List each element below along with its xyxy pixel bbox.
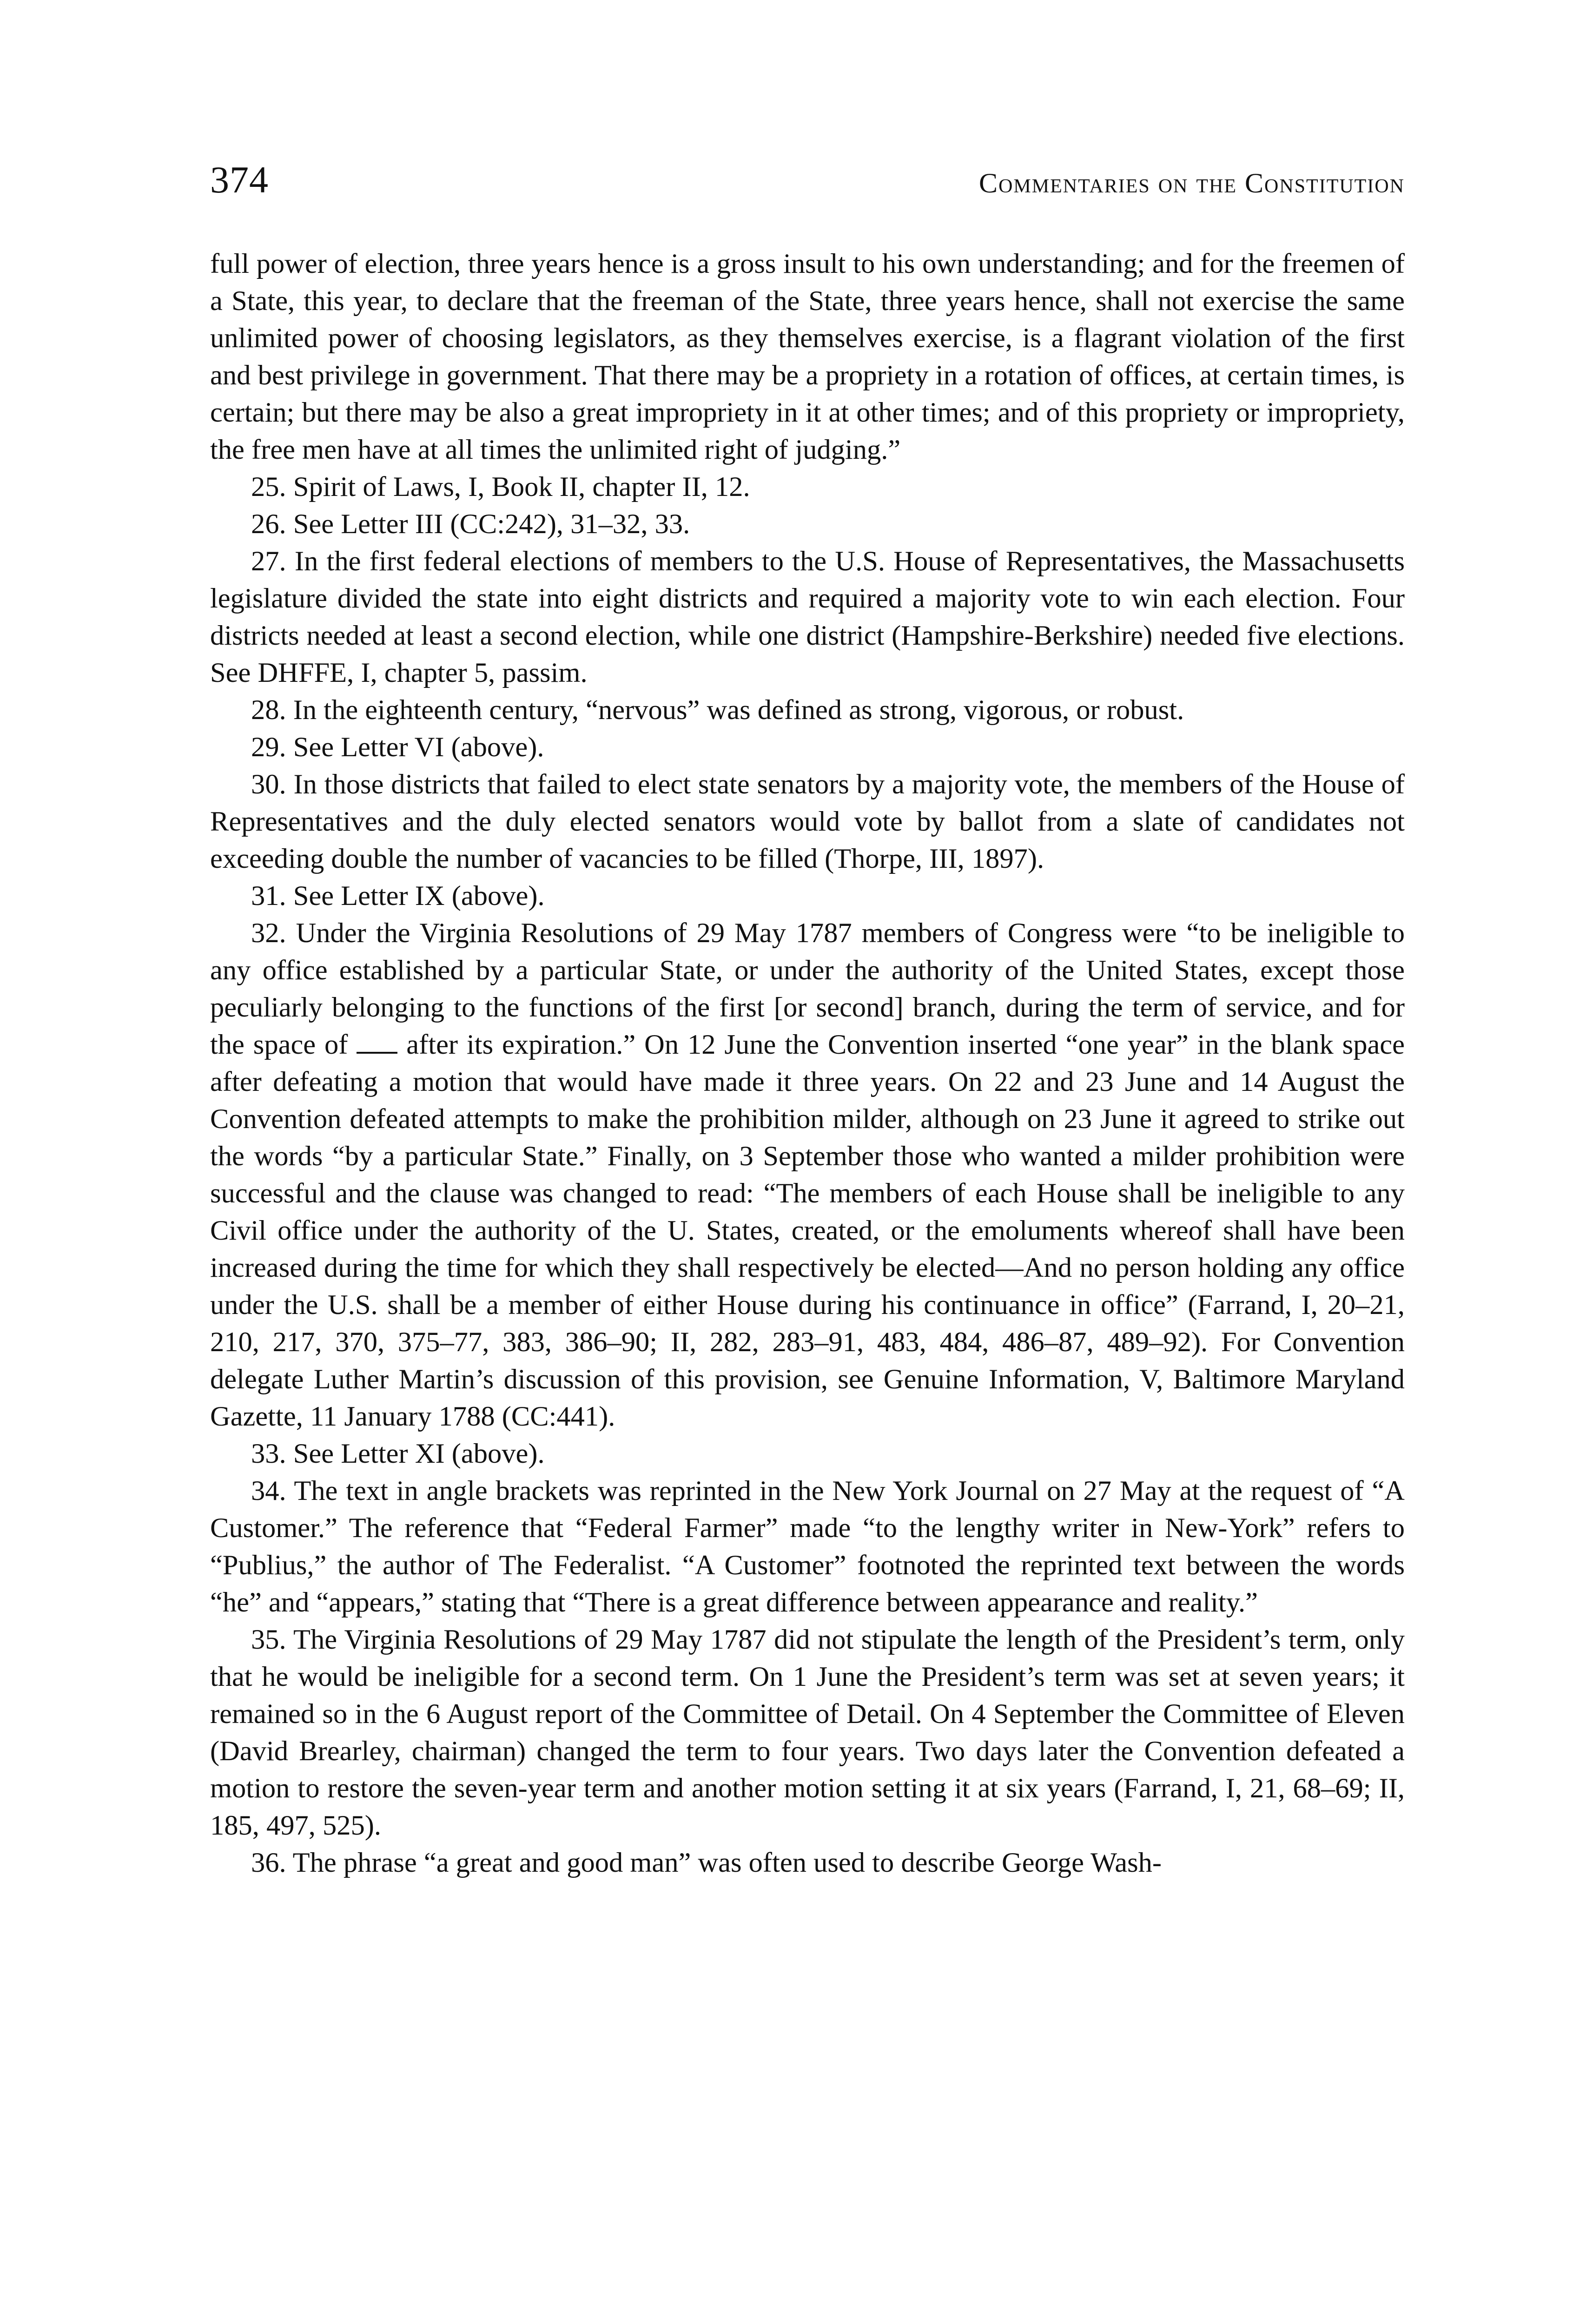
page-number: 374 <box>210 158 269 201</box>
note-32 <box>210 915 1405 1435</box>
note-25: 25. Spirit of Laws, I, Book II, chapter II, 12. <box>251 471 750 502</box>
paragraph-continuation: full power of election, three years hence is a gross insult to his own understanding; and for the freemen of a State, this year, to declare that the freeman of the State, three years hence, shall not exercise the same unlimited power of choosing legislators, as they themselves exercise, is a flagrant violation of the first and best privilege in government. That there may be a propriety in a rotation of offices, at certain times, is certain; but there may be also a great impropriety in it at other times; and of this propriety or impropriety, the free men have at all times the unlimited right of judging.” <box>210 248 1405 465</box>
note-32-part-1: 32. Under the Virginia Resolutions of 29 May 1787 members of Congress were “to be ineligible to any office established by a particular State, or under the authority of the United States, except those peculiarly belonging to the functions of the first [or second] branch, during the term of service, and for the space of <box>210 918 1405 1060</box>
note-34: 34. The text in angle brackets was reprinted in the New York Journal on 27 May at the request of “A Customer.” The reference that “Federal Farmer” made “to the lengthy writer in New-York” refers to “Publius,” the author of The Federalist. “A Customer” footnoted the reprinted text between the words “he” and “appears,” stating that “There is a great difference between appearance and reality.” <box>210 1475 1405 1618</box>
note-33: 33. See Letter XI (above). <box>251 1438 545 1469</box>
note-36: 36. The phrase “a great and good man” was often used to describe George Wash- <box>251 1847 1162 1878</box>
note-29: 29. See Letter VI (above). <box>251 732 544 763</box>
blank-line <box>357 1028 397 1054</box>
note-35: 35. The Virginia Resolutions of 29 May 1787 did not stipulate the length of the President’s term, only that he would be ineligible for a second term. On 1 June the President’s term was set at seven years; it remained so in the 6 August report of the Committee of Detail. On 4 September the Committee of Eleven (David Brearley, chairman) changed the term to four years. Two days later the Convention defeated a motion to restore the seven-year term and another motion setting it at six years (Farrand, I, 21, 68–69; II, 185, 497, 525). <box>210 1624 1405 1841</box>
note-27: 27. In the first federal elections of members to the U.S. House of Representatives, the Massachusetts legislature divided the state into eight districts and required a majority vote to win each election. Four districts needed at least a second election, while one district (Hampshire-Berkshire) needed five elections. See DHFFE, I, chapter 5, passim. <box>210 546 1405 688</box>
note-32-part-2: after its expiration.” On 12 June the Convention inserted “one year” in the blank space after defeating a motion that would have made it three years. On 22 and 23 June and 14 August the Convention defeated attempts to make the prohibition milder, although on 23 June it agreed to strike out the words “by a particular State.” Finally, on 3 September those who wanted a milder prohibition were successful and the clause was changed to read: “The members of each House shall be ineligible to any Civil office under the authority of the U. States, created, or the emoluments whereof shall have been increased during the time for which they shall respectively be elected—And no person holding any office under the U.S. shall be a member of either House during his continuance in office” (Farrand, I, 20–21, 210, 217, 370, 375–77, 383, 386–90; II, 282, 283–91, 483, 484, 486–87, 489–92). For Convention delegate Luther Martin’s discussion of this provision, see Genuine Information, V, Baltimore Maryland Gazette, 11 January 1788 (CC:441). <box>210 1029 1405 1432</box>
note-26: 26. See Letter III (CC:242), 31–32, 33. <box>251 508 690 540</box>
page-body <box>210 245 1405 1882</box>
note-28: 28. In the eighteenth century, “nervous” was defined as strong, vigorous, or robust. <box>251 694 1184 726</box>
note-30: 30. In those districts that failed to elect state senators by a majority vote, the members of the House of Representatives and the duly elected senators would vote by ballot from a slate of candidates not exceeding double the number of vacancies to be filled (Thorpe, III, 1897). <box>210 769 1405 874</box>
running-title: Commentaries on the Constitution <box>979 168 1405 198</box>
note-31: 31. See Letter IX (above). <box>251 880 545 911</box>
page-header <box>210 158 1405 209</box>
